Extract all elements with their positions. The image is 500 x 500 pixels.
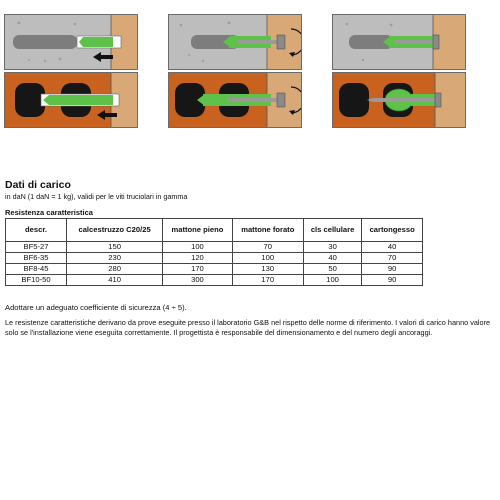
hollow-brick-screwing-illustration bbox=[168, 72, 302, 128]
table-row bbox=[6, 242, 423, 253]
section-title: Dati di carico bbox=[5, 179, 71, 191]
column-header: cls cellulare bbox=[303, 219, 361, 242]
table-cell: 150 bbox=[67, 242, 163, 253]
table-title: Resistenza caratteristica bbox=[5, 208, 93, 217]
table-cell: 100 bbox=[232, 253, 303, 264]
table-cell: BF8-45 bbox=[6, 264, 67, 275]
resistance-table bbox=[5, 218, 423, 286]
table-cell: 130 bbox=[232, 264, 303, 275]
concrete-drilling-illustration bbox=[4, 14, 138, 70]
concrete-screwing-illustration bbox=[168, 14, 302, 70]
column-header: descr. bbox=[6, 219, 67, 242]
table-cell: 300 bbox=[163, 275, 233, 286]
table-cell: 100 bbox=[303, 275, 361, 286]
table-header-row bbox=[6, 219, 423, 242]
table-cell: 170 bbox=[232, 275, 303, 286]
table-cell: 40 bbox=[303, 253, 361, 264]
column-header: mattone forato bbox=[232, 219, 303, 242]
table-cell: 50 bbox=[303, 264, 361, 275]
table-row bbox=[6, 253, 423, 264]
table-cell: 30 bbox=[303, 242, 361, 253]
table-cell: BF5-27 bbox=[6, 242, 67, 253]
table-cell: 70 bbox=[232, 242, 303, 253]
table-cell: 230 bbox=[67, 253, 163, 264]
table-cell: 170 bbox=[163, 264, 233, 275]
table-cell: 120 bbox=[163, 253, 233, 264]
concrete-fixed-illustration bbox=[332, 14, 466, 70]
column-header: cartongesso bbox=[362, 219, 423, 242]
table-cell: 100 bbox=[163, 242, 233, 253]
table-cell: 40 bbox=[362, 242, 423, 253]
hollow-brick-insert-illustration bbox=[4, 72, 138, 128]
table-cell: 70 bbox=[362, 253, 423, 264]
table-cell: 280 bbox=[67, 264, 163, 275]
table-row bbox=[6, 275, 423, 286]
column-header: mattone pieno bbox=[163, 219, 233, 242]
table-cell: BF10-50 bbox=[6, 275, 67, 286]
units-note: in daN (1 daN = 1 kg), validi per le viti truciolari in gamma bbox=[5, 192, 188, 201]
disclaimer-paragraph: Le resistenze caratteristiche derivano da prove eseguite presso il laboratorio G&B nel rispetto delle norme di riferimento. I valori di carico hanno valore solo se l'installazione viene eseguita correttamente. Il progettista è responsabile del dimensionamento e del numero degli ancoraggi. bbox=[5, 318, 491, 338]
safety-note: Adottare un adeguato coefficiente di sicurezza (4 ÷ 5). bbox=[5, 303, 187, 312]
table-cell: 90 bbox=[362, 264, 423, 275]
table-cell: 90 bbox=[362, 275, 423, 286]
hollow-brick-knotted-illustration bbox=[332, 72, 466, 128]
table-cell: BF6-35 bbox=[6, 253, 67, 264]
column-header: calcestruzzo C20/25 bbox=[67, 219, 163, 242]
table-cell: 410 bbox=[67, 275, 163, 286]
table-row bbox=[6, 264, 423, 275]
